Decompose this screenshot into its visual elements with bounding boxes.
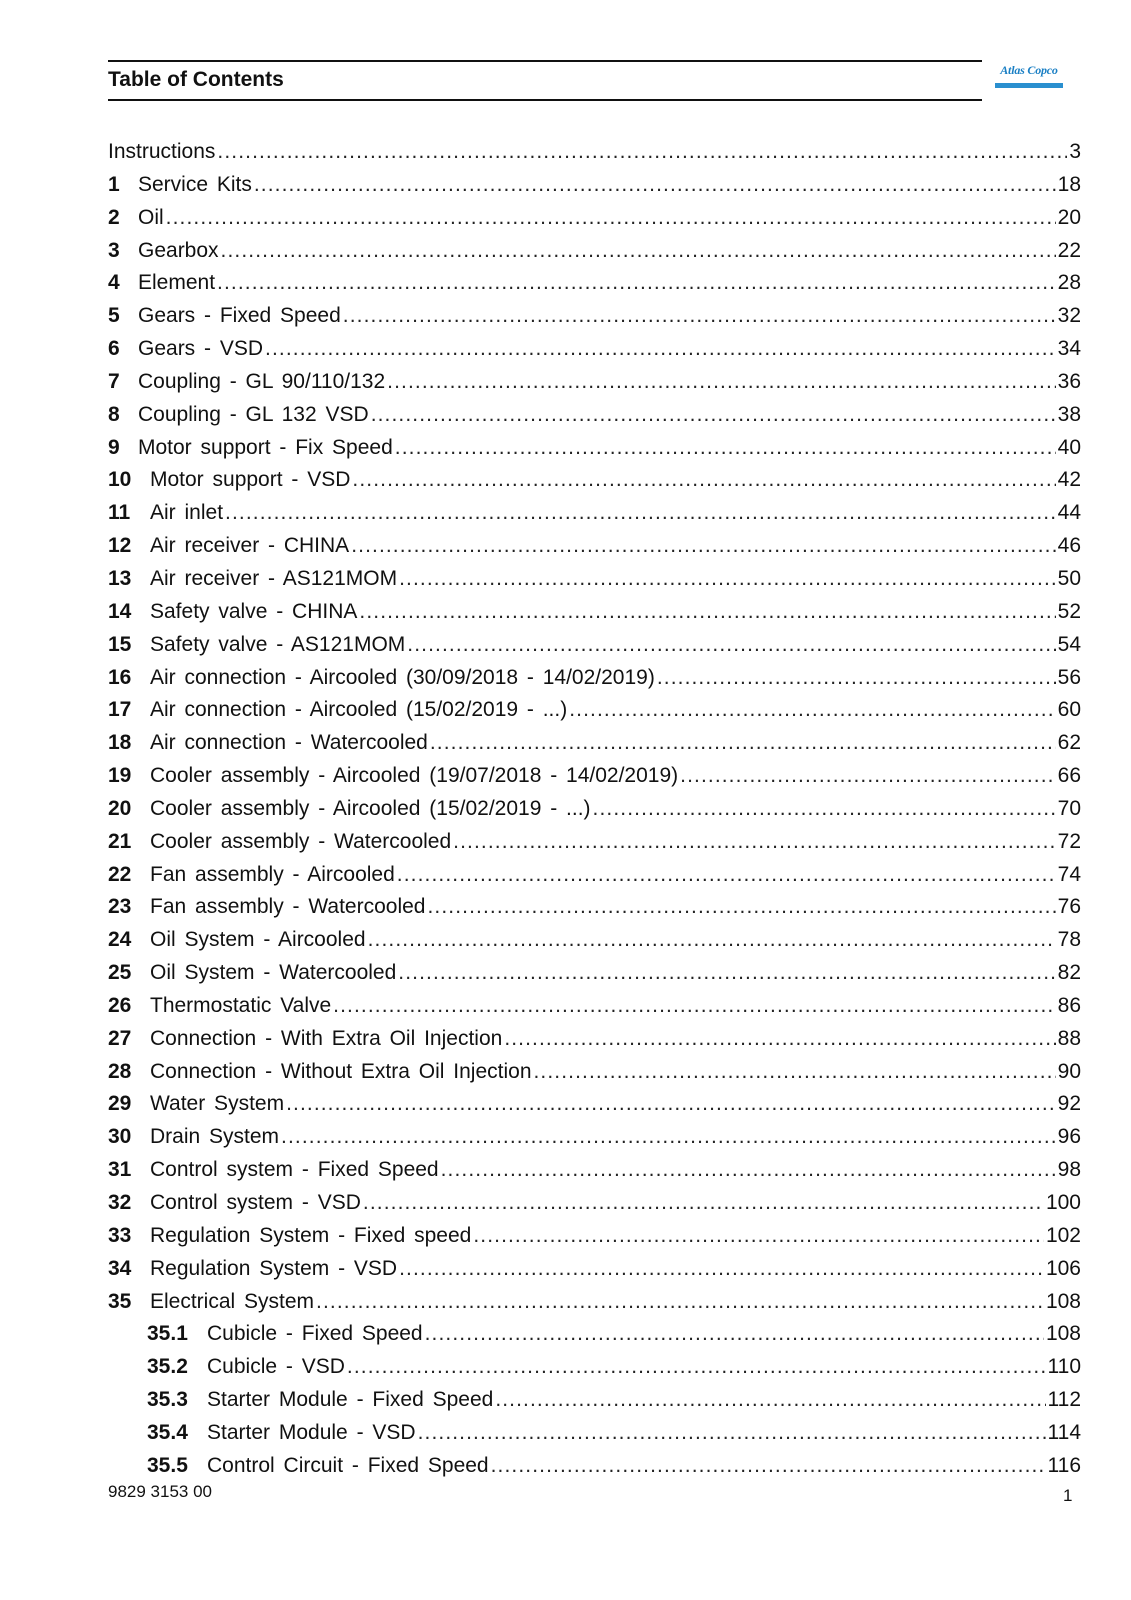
toc-entry-page: 92: [1057, 1092, 1081, 1116]
atlas-copco-logo: [995, 63, 1063, 96]
toc-entry[interactable]: [108, 497, 1081, 530]
toc-entry-label: Fan assembly - Watercooled: [150, 895, 426, 919]
toc-entry[interactable]: [108, 300, 1081, 333]
toc-entry-page: 116: [1047, 1453, 1081, 1477]
toc-entry-number: 19: [108, 764, 132, 788]
toc-entry[interactable]: [108, 169, 1081, 202]
toc-entry-number: 22: [108, 862, 132, 886]
toc-entry-page: 72: [1057, 829, 1081, 853]
toc-entry-label: Element: [138, 271, 216, 295]
toc-entry-number: 1: [108, 172, 120, 196]
toc-dot-leader: [680, 760, 1056, 793]
toc-entry-number: 34: [108, 1256, 132, 1280]
toc-entry-number: 6: [108, 337, 120, 361]
toc-dot-leader: [225, 497, 1056, 530]
toc-dot-leader: [397, 859, 1056, 892]
toc-entry[interactable]: [108, 1253, 1081, 1286]
toc-entry-label: Control system - Fixed Speed: [150, 1158, 439, 1182]
toc-entry-label: Gears - Fixed Speed: [138, 304, 341, 328]
toc-entry[interactable]: [108, 136, 1081, 169]
toc-entry-label: Regulation System - VSD: [150, 1256, 398, 1280]
toc-entry-number: 20: [108, 796, 132, 820]
toc-entry-label: Fan assembly - Aircooled: [150, 862, 395, 886]
toc-entry[interactable]: [108, 859, 1081, 892]
toc-entry-page: 112: [1047, 1388, 1081, 1412]
toc-entry-page: 90: [1057, 1059, 1081, 1083]
toc-entry[interactable]: [108, 793, 1081, 826]
toc-entry-label: Coupling - GL 132 VSD: [138, 402, 369, 426]
toc-entry-label: Starter Module - VSD: [207, 1420, 416, 1444]
toc-dot-leader: [217, 136, 1067, 169]
toc-entry-page: 74: [1057, 862, 1081, 886]
toc-entry-page: 20: [1057, 205, 1081, 229]
toc-entry-label: Starter Module - Fixed Speed: [207, 1388, 494, 1412]
toc-entry-number: 14: [108, 599, 132, 623]
logo-text: Atlas Copco: [1000, 63, 1058, 77]
toc-entry-label: Safety valve - AS121MOM: [150, 632, 406, 656]
toc-entry[interactable]: [108, 662, 1081, 695]
toc-entry-number: 35: [108, 1289, 132, 1313]
toc-dot-leader: [395, 432, 1056, 465]
toc-entry-page: 98: [1057, 1158, 1081, 1182]
toc-entry-label: Motor support - Fix Speed: [138, 435, 393, 459]
toc-entry-number: 7: [108, 369, 120, 393]
toc-dot-leader: [217, 267, 1056, 300]
toc-entry-page: 62: [1057, 731, 1081, 755]
toc-entry-page: 102: [1045, 1223, 1081, 1247]
toc-entry-page: 82: [1057, 961, 1081, 985]
toc-entry-number: 10: [108, 468, 132, 492]
toc-entry-page: 46: [1057, 534, 1081, 558]
toc-entry-number: 21: [108, 829, 132, 853]
logo-bar: [995, 83, 1063, 88]
toc-entry-number: 33: [108, 1223, 132, 1247]
toc-dot-leader: [441, 1154, 1056, 1187]
toc-entry-number: 17: [108, 698, 132, 722]
toc-entry-page: 3: [1069, 140, 1081, 163]
toc-entry-number: 24: [108, 928, 132, 952]
toc-entry-label: Motor support - VSD: [150, 468, 351, 492]
toc-entry-number: 35.2: [147, 1355, 188, 1379]
toc-entry[interactable]: [108, 1187, 1081, 1220]
toc-dot-leader: [428, 891, 1056, 924]
toc-dot-leader: [347, 1351, 1046, 1384]
toc-entry[interactable]: [108, 1056, 1081, 1089]
toc-entry-label: Regulation System - Fixed speed: [150, 1223, 472, 1247]
toc-dot-leader: [316, 1286, 1044, 1319]
toc-dot-leader: [407, 629, 1055, 662]
toc-entry-page: 36: [1057, 369, 1081, 393]
page-title: Table of Contents: [108, 68, 284, 91]
document-code: 9829 3153 00: [108, 1482, 212, 1501]
toc-entry-label: Air connection - Watercooled: [150, 731, 428, 755]
toc-entry-label: Gears - VSD: [138, 337, 264, 361]
toc-entry-label: Connection - Without Extra Oil Injection: [150, 1059, 532, 1083]
toc-dot-leader: [363, 1187, 1044, 1220]
toc-entry[interactable]: [108, 727, 1081, 760]
toc-dot-leader: [333, 990, 1055, 1023]
toc-dot-leader: [166, 202, 1056, 235]
toc-entry-page: 28: [1057, 271, 1081, 295]
toc-entry-number: 30: [108, 1125, 132, 1149]
toc-entry-number: 18: [108, 731, 132, 755]
toc-entry[interactable]: [108, 1121, 1081, 1154]
toc-entry[interactable]: [108, 267, 1081, 300]
toc-dot-leader: [265, 333, 1056, 366]
toc-dot-leader: [368, 924, 1056, 957]
toc-dot-leader: [534, 1056, 1056, 1089]
toc-entry-page: 106: [1045, 1256, 1081, 1280]
toc-entry[interactable]: [108, 1154, 1081, 1187]
toc-entry[interactable]: [108, 202, 1081, 235]
toc-entry-number: 16: [108, 665, 132, 689]
toc-entry[interactable]: [108, 826, 1081, 859]
toc-entry-number: 3: [108, 238, 120, 262]
toc-entry[interactable]: [108, 1450, 1081, 1483]
toc-entry[interactable]: [108, 957, 1081, 990]
toc-dot-leader: [453, 826, 1055, 859]
toc-entry-label: Cooler assembly - Aircooled (19/07/2018 - 14/02/2019): [150, 764, 679, 788]
toc-dot-leader: [398, 957, 1055, 990]
page-number: 1: [1063, 1486, 1073, 1505]
toc-entry-label: Oil System - Watercooled: [150, 961, 397, 985]
toc-entry-page: 56: [1057, 665, 1081, 689]
toc-entry-label: Gearbox: [138, 238, 219, 262]
toc-entry-number: 35.5: [147, 1453, 188, 1477]
toc-entry-label: Water System: [150, 1092, 285, 1116]
toc-dot-leader: [359, 596, 1055, 629]
toc-entry-page: 32: [1057, 304, 1081, 328]
toc-entry-label: Air receiver - CHINA: [150, 534, 350, 558]
toc-entry[interactable]: [108, 464, 1081, 497]
toc-entry-label: Air receiver - AS121MOM: [150, 566, 398, 590]
header-bottom-rule: [108, 99, 982, 101]
toc-entry-label: Cubicle - Fixed Speed: [207, 1322, 423, 1346]
toc-entry-number: 31: [108, 1158, 132, 1182]
toc-entry-number: 26: [108, 993, 132, 1017]
toc-dot-leader: [418, 1417, 1046, 1450]
toc-entry-page: 54: [1057, 632, 1081, 656]
toc-dot-leader: [352, 464, 1055, 497]
toc-entry-page: 100: [1045, 1191, 1081, 1214]
toc-entry-number: 35.1: [147, 1322, 188, 1346]
toc-entry-label: Coupling - GL 90/110/132: [138, 369, 386, 393]
toc-entry-number: 28: [108, 1059, 132, 1083]
toc-entry-label: Connection - With Extra Oil Injection: [150, 1026, 503, 1050]
toc-entry-label: Air connection - Aircooled (30/09/2018 - 14/02/2019): [150, 665, 655, 689]
toc-entry[interactable]: [108, 530, 1081, 563]
toc-entry-label: Control Circuit - Fixed Speed: [207, 1453, 489, 1477]
toc-dot-leader: [399, 563, 1056, 596]
toc-entry-page: 110: [1047, 1355, 1081, 1379]
toc-entry-page: 18: [1057, 172, 1081, 196]
toc-entry-page: 42: [1057, 468, 1081, 492]
toc-dot-leader: [569, 694, 1055, 727]
toc-dot-leader: [371, 399, 1056, 432]
toc-entry-page: 96: [1057, 1125, 1081, 1149]
toc-dot-leader: [473, 1220, 1044, 1253]
toc-dot-leader: [425, 1318, 1044, 1351]
toc-dot-leader: [221, 235, 1056, 268]
toc-entry-page: 70: [1057, 796, 1081, 820]
toc-entry-number: 35.3: [147, 1388, 188, 1412]
toc-entry[interactable]: [108, 432, 1081, 465]
toc-entry-page: 108: [1045, 1289, 1081, 1313]
toc-entry-page: 52: [1057, 599, 1081, 623]
toc-entry[interactable]: [108, 924, 1081, 957]
toc-dot-leader: [657, 662, 1056, 695]
toc-entry-label: Oil System - Aircooled: [150, 928, 366, 952]
toc-entry-number: 27: [108, 1026, 132, 1050]
toc-entry-number: 12: [108, 534, 132, 558]
toc-entry-page: 40: [1057, 435, 1081, 459]
toc-entry[interactable]: [108, 694, 1081, 727]
toc-entry-label: Control system - VSD: [150, 1191, 361, 1214]
toc-entry[interactable]: [108, 760, 1081, 793]
toc-entry[interactable]: [108, 1417, 1081, 1450]
toc-dot-leader: [387, 366, 1055, 399]
toc-dot-leader: [351, 530, 1055, 563]
toc-entry[interactable]: [108, 990, 1081, 1023]
toc-entry[interactable]: [108, 399, 1081, 432]
toc-entry[interactable]: [108, 1023, 1081, 1056]
toc-entry-label: Thermostatic Valve: [150, 993, 332, 1017]
toc-entry-page: 86: [1057, 993, 1081, 1017]
toc-dot-leader: [495, 1384, 1045, 1417]
toc-entry-page: 60: [1057, 698, 1081, 722]
toc-entry-number: 15: [108, 632, 132, 656]
toc-entry-page: 76: [1057, 895, 1081, 919]
toc-entry[interactable]: [108, 1351, 1081, 1384]
toc-entry-number: 29: [108, 1092, 132, 1116]
toc-entry-number: 13: [108, 566, 132, 590]
toc-entry-number: 2: [108, 205, 120, 229]
toc-entry-label: Electrical System: [150, 1289, 315, 1313]
toc-entry[interactable]: [108, 1384, 1081, 1417]
toc-entry-number: 32: [108, 1191, 132, 1214]
toc-entry[interactable]: [108, 629, 1081, 662]
toc-entry-page: 44: [1057, 501, 1081, 525]
toc-entry-number: 25: [108, 961, 132, 985]
toc-entry[interactable]: [108, 1318, 1081, 1351]
toc-dot-leader: [593, 793, 1056, 826]
toc-entry-label: Service Kits: [138, 172, 252, 196]
toc-dot-leader: [254, 169, 1056, 202]
toc-dot-leader: [504, 1023, 1055, 1056]
toc-entry-number: 11: [108, 501, 131, 525]
toc-entry[interactable]: [108, 1220, 1081, 1253]
toc-entry-page: 34: [1057, 337, 1081, 361]
toc-dot-leader: [286, 1088, 1056, 1121]
toc-entry-label: Air connection - Aircooled (15/02/2019 - ...): [150, 698, 568, 722]
toc-entry-number: 4: [108, 271, 120, 295]
toc-entry-label: Safety valve - CHINA: [150, 599, 358, 623]
toc-entry-number: 5: [108, 304, 120, 328]
toc-entry-page: 22: [1057, 238, 1081, 262]
page-header: [108, 60, 982, 101]
toc-dot-leader: [430, 727, 1056, 760]
toc-dot-leader: [343, 300, 1056, 333]
toc-dot-leader: [281, 1121, 1056, 1154]
toc-entry-page: 50: [1057, 566, 1081, 590]
toc-entry-page: 38: [1057, 402, 1081, 426]
table-of-contents: [108, 136, 1081, 1483]
toc-dot-leader: [399, 1253, 1044, 1286]
toc-entry-label: Cooler assembly - Watercooled: [150, 829, 452, 853]
toc-entry-number: 35.4: [147, 1420, 188, 1444]
toc-entry-page: 88: [1057, 1026, 1081, 1050]
toc-entry[interactable]: [108, 563, 1081, 596]
toc-entry-number: 8: [108, 402, 120, 426]
toc-entry-number: 9: [108, 435, 120, 459]
toc-entry[interactable]: [108, 596, 1081, 629]
toc-entry-page: 114: [1047, 1420, 1081, 1444]
toc-entry-label: Cooler assembly - Aircooled (15/02/2019 - ...): [150, 796, 591, 820]
toc-entry[interactable]: [108, 1286, 1081, 1319]
toc-dot-leader: [491, 1450, 1046, 1483]
toc-entry-number: 23: [108, 895, 132, 919]
toc-entry-page: 78: [1057, 928, 1081, 952]
toc-entry-label: Drain System: [150, 1125, 280, 1149]
toc-entry[interactable]: [108, 235, 1081, 268]
toc-entry[interactable]: [108, 333, 1081, 366]
toc-entry-label: Oil: [138, 205, 164, 229]
toc-entry[interactable]: [108, 1088, 1081, 1121]
toc-entry-page: 108: [1045, 1322, 1081, 1346]
toc-entry-label: Instructions: [108, 140, 216, 163]
toc-entry-page: 66: [1057, 764, 1081, 788]
toc-entry[interactable]: [108, 891, 1081, 924]
toc-entry[interactable]: [108, 366, 1081, 399]
toc-entry-label: Cubicle - VSD: [207, 1355, 345, 1379]
toc-entry-label: Air inlet: [150, 501, 224, 525]
